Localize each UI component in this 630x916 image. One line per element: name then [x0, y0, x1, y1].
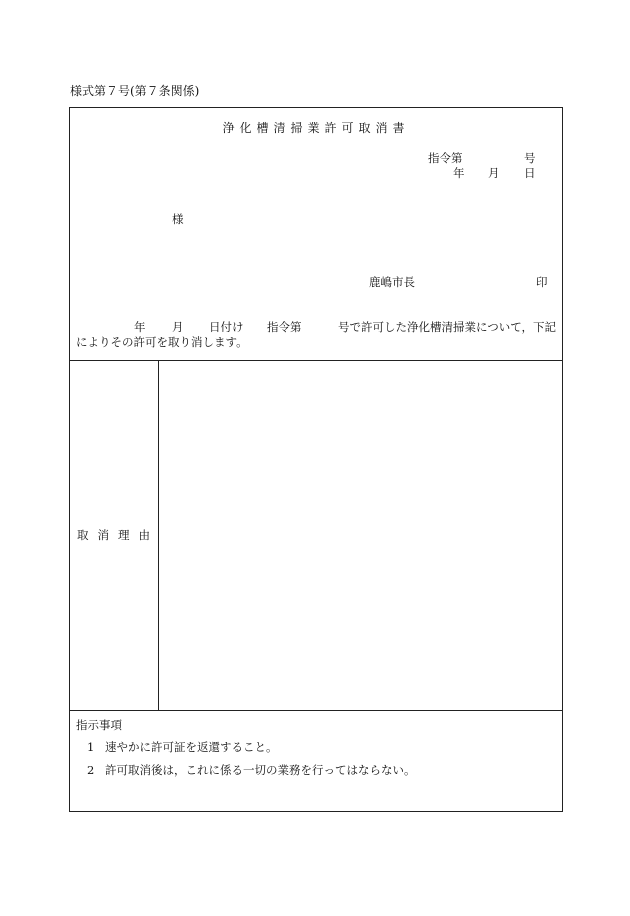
addressee-honorific: 様: [172, 212, 184, 226]
cancellation-form: [69, 107, 563, 812]
reason-label: 取消理由: [77, 528, 159, 542]
instruction-item: [87, 765, 416, 777]
divider-top: [70, 360, 562, 361]
instruction-text: 許可取消後は，これに係る一切の業務を行ってはならない。: [105, 763, 416, 777]
body-month: 月: [172, 320, 184, 334]
issuer-name: 鹿嶋市長: [369, 275, 415, 289]
order-number-suffix: 号: [524, 151, 536, 165]
issue-date-month: 月: [488, 166, 500, 180]
instruction-number: 1: [87, 740, 95, 754]
instruction-text: 速やかに許可証を返還すること。: [105, 740, 278, 754]
instruction-item: [87, 742, 278, 754]
issue-date-year: 年: [453, 166, 465, 180]
body-order-prefix: 指令第: [267, 320, 302, 334]
issue-date-day: 日: [524, 166, 536, 180]
order-number-prefix: 指令第: [428, 151, 463, 165]
body-line1-rest: 号で許可した浄化槽清掃業について，下記: [338, 320, 557, 334]
form-number-label: 様式第７号(第７条関係): [70, 84, 200, 98]
body-line2: によりその許可を取り消します。: [76, 335, 248, 349]
body-dated: 日付け: [209, 320, 244, 334]
document-title: 浄化槽清掃業許可取消書: [222, 121, 410, 135]
seal-mark: 印: [536, 275, 548, 289]
divider-bottom: [70, 710, 562, 711]
instructions-heading: 指示事項: [76, 718, 122, 732]
instruction-number: 2: [87, 763, 95, 777]
body-year: 年: [134, 320, 146, 334]
